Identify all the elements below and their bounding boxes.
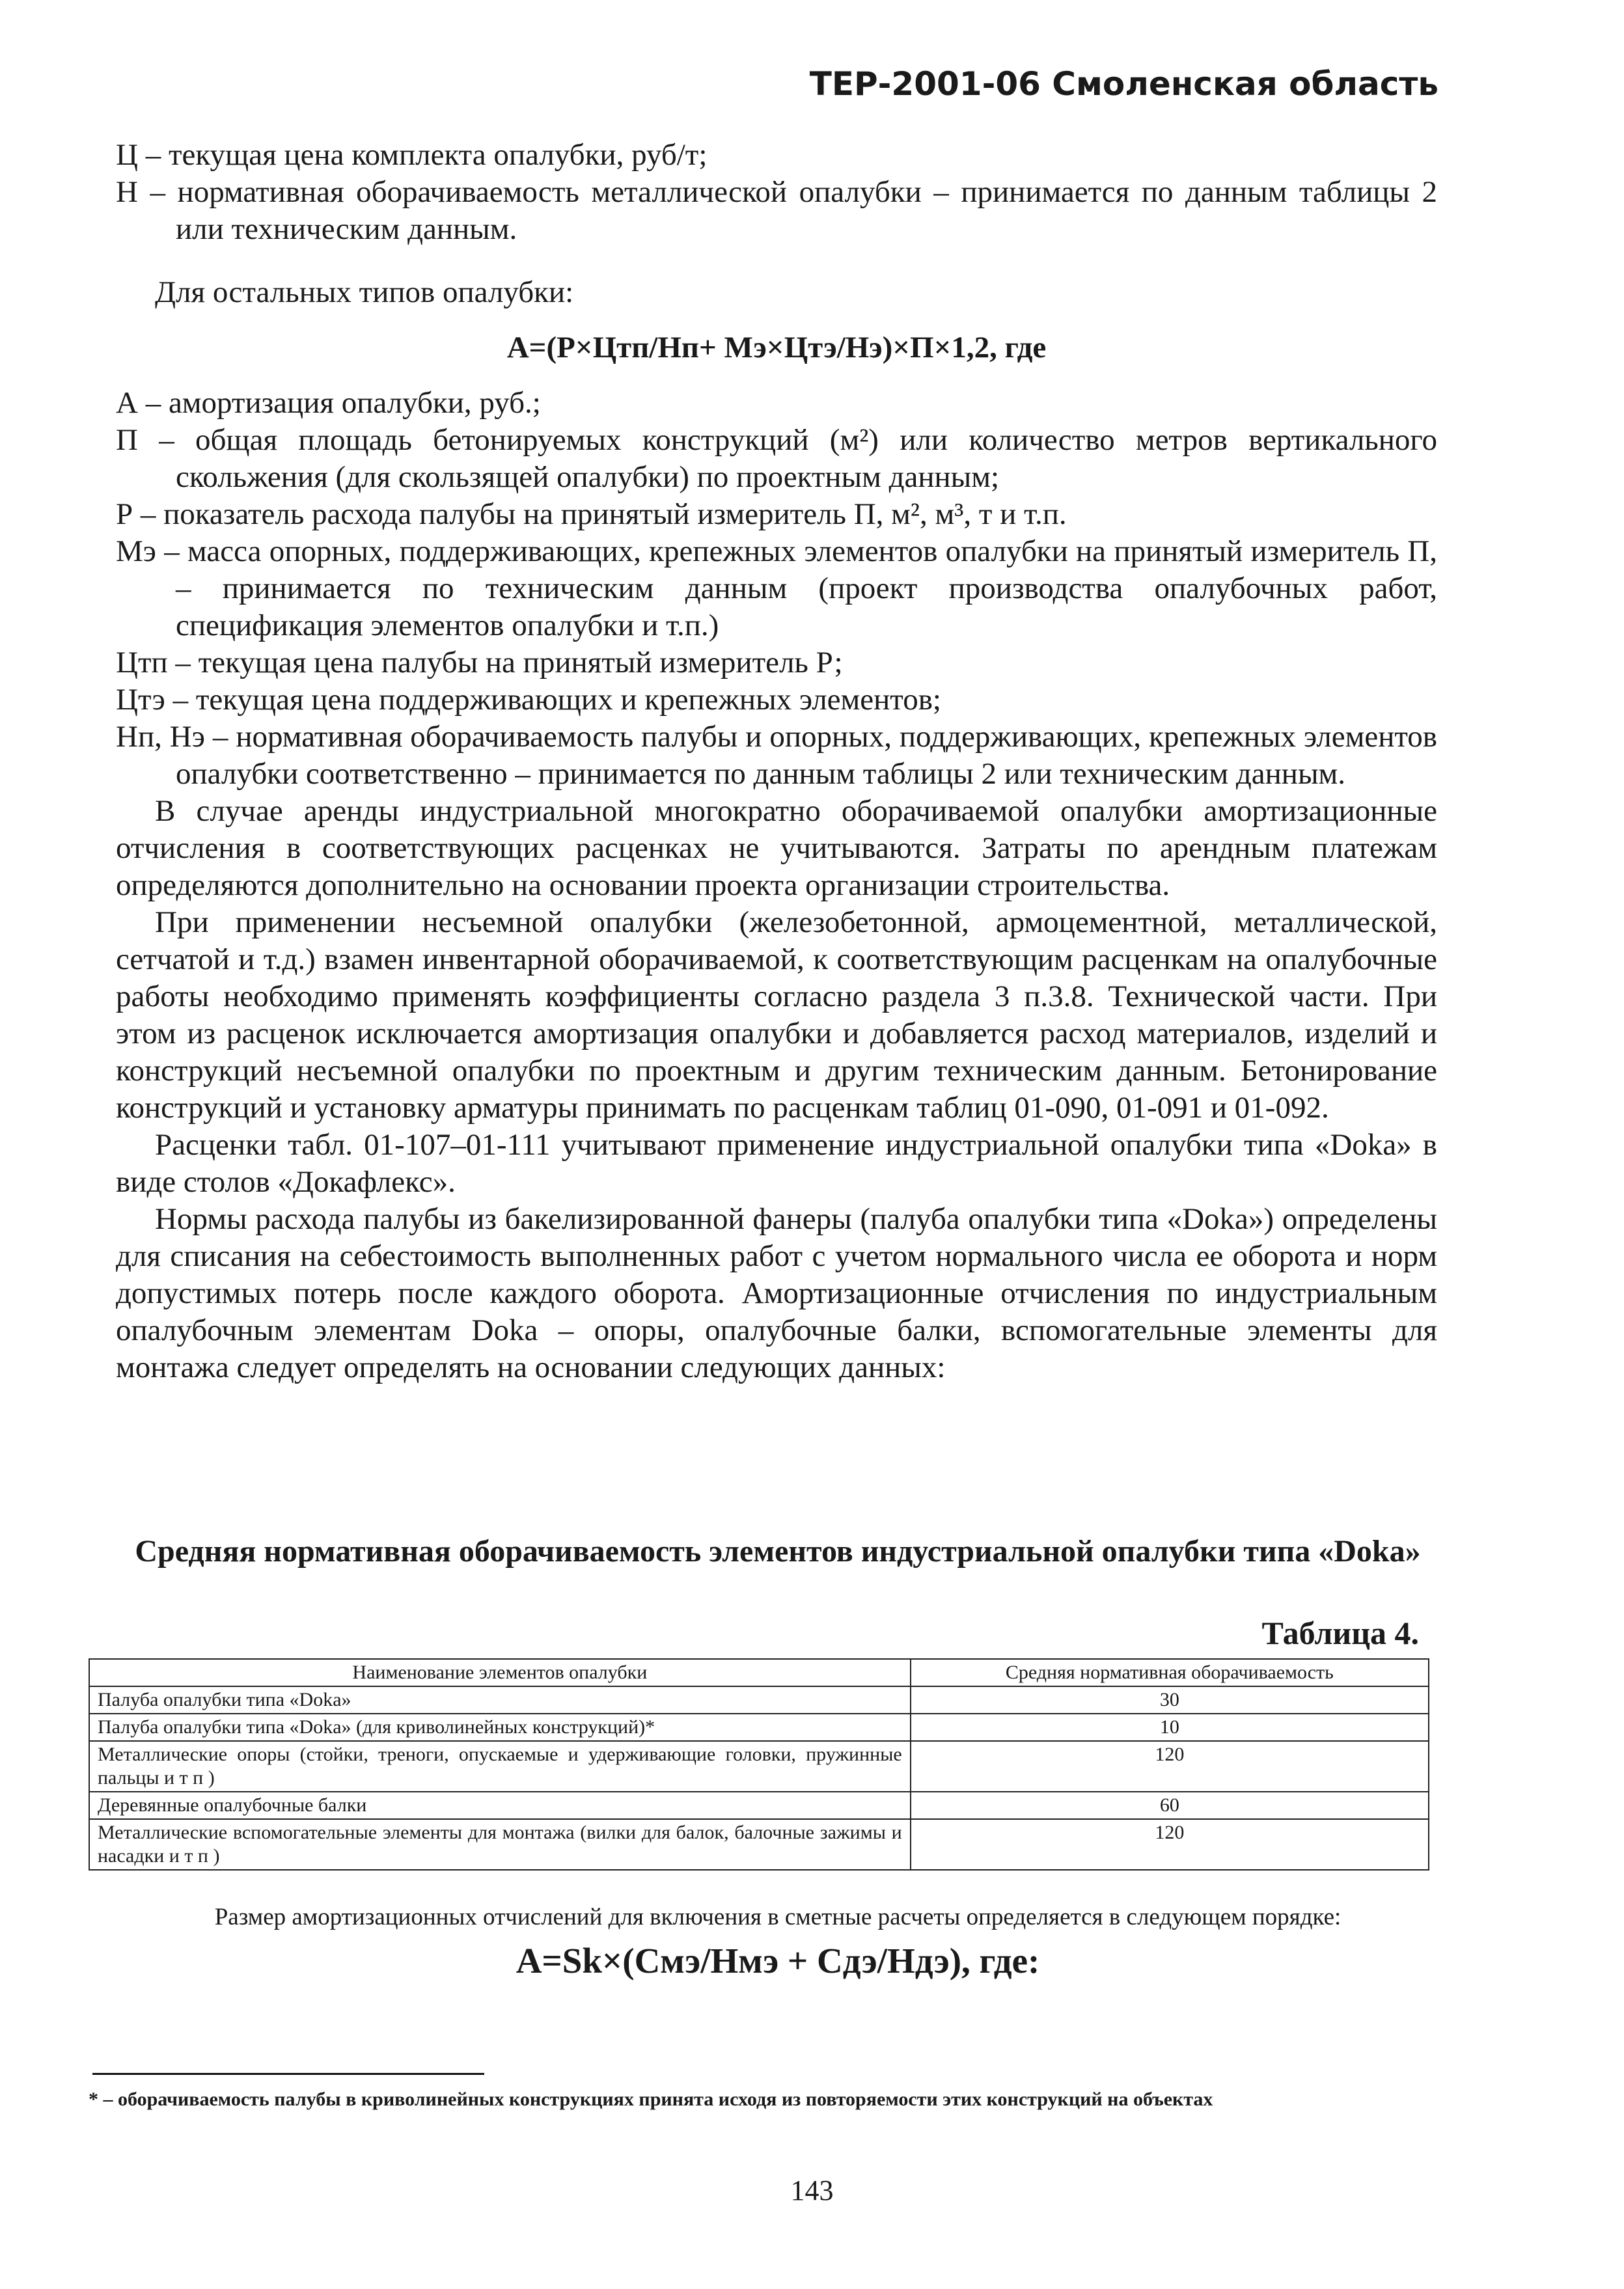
definition-item: Р – показатель расхода палубы на принятый измеритель П, м², м³, т и т.п. bbox=[116, 497, 1067, 531]
definition-item: Цтэ – текущая цена поддерживающих и крепежных элементов; bbox=[116, 683, 941, 717]
after-table-note: Размер амортизационных отчислений для включения в сметные расчеты определяется в следующем порядке: bbox=[214, 1904, 1342, 1930]
table-cell-value: 30 bbox=[911, 1686, 1429, 1714]
table-cell-name: Палуба опалубки типа «Doka» bbox=[89, 1686, 911, 1714]
definition-item: Нп, Нэ – нормативная оборачиваемость палубы и опорных, поддерживающих, крепежных элементов опалубки соответственно – принимается по данным таблицы 2 или техническим данным. bbox=[116, 720, 1437, 791]
norms-table bbox=[89, 1658, 1429, 1871]
table-title: Средняя нормативная оборачиваемость элементов индустриальной опалубки типа «Doka» bbox=[135, 1534, 1421, 1569]
column-header: Средняя нормативная оборачиваемость bbox=[911, 1659, 1429, 1686]
definition-item: Мэ – масса опорных, поддерживающих, крепежных элементов опалубки на принятый измеритель П, – принимается по техническим данным (проект производства опалубочных работ, спецификация элементов опалубки и т.п.) bbox=[116, 534, 1437, 642]
page-number: 143 bbox=[790, 2174, 834, 2206]
formula-amortization: А=(Р×Цтп/Нп+ Мэ×Цтэ/Нэ)×П×1,2, где bbox=[506, 331, 1047, 364]
table-cell-name: Металлические вспомогательные элементы для монтажа (вилки для балок, балочные зажимы и насадки и т п ) bbox=[89, 1819, 911, 1870]
footnote: * – оборачиваемость палубы в криволинейных конструкциях принята исходя из повторяемости этих конструкций на объектах bbox=[89, 2089, 1213, 2110]
table-row bbox=[89, 1714, 1429, 1741]
definition-item: Ц – текущая цена комплекта опалубки, руб/т; bbox=[116, 138, 708, 172]
table-row bbox=[89, 1819, 1429, 1870]
running-header: ТЕР-2001-06 Смоленская область bbox=[809, 65, 1438, 103]
table-cell-name: Деревянные опалубочные балки bbox=[89, 1792, 911, 1819]
intro-paragraph: Для остальных типов опалубки: bbox=[155, 275, 574, 309]
table-cell-name: Металлические опоры (стойки, треноги, опускаемые и удерживающие головки, пружинные пальцы и т п ) bbox=[89, 1741, 911, 1792]
paragraph: В случае аренды индустриальной многократно оборачиваемой опалубки амортизационные отчисления в соответствующих расценках не учитываются. Затраты по арендным платежам определяются дополнительно на основании проекта организации строительства. bbox=[116, 794, 1437, 902]
table-cell-name: Палуба опалубки типа «Doka» (для криволинейных конструкций)* bbox=[89, 1714, 911, 1741]
table-cell-value: 120 bbox=[911, 1819, 1429, 1870]
definition-item: А – амортизация опалубки, руб.; bbox=[116, 386, 541, 420]
paragraph: Нормы расхода палубы из бакелизированной фанеры (палуба опалубки типа «Doka») определены для списания на себестоимость выполненных работ с учетом нормального числа ее оборота и норм допустимых потерь после каждого оборота. Амортизационные отчисления по индустриальным опалубочным элементам Doka – опоры, опалубочные балки, вспомогательные элементы для монтажа следует определять на основании следующих данных: bbox=[116, 1202, 1437, 1384]
table-row bbox=[89, 1792, 1429, 1819]
main-text bbox=[116, 137, 1437, 1386]
table-row bbox=[89, 1686, 1429, 1714]
table-cell-value: 120 bbox=[911, 1741, 1429, 1792]
definition-item: П – общая площадь бетонируемых конструкций (м²) или количество метров вертикального скольжения (для скользящей опалубки) по проектным данным; bbox=[116, 423, 1437, 494]
table-header-row bbox=[89, 1659, 1429, 1686]
table-cell-value: 10 bbox=[911, 1714, 1429, 1741]
table-row bbox=[89, 1741, 1429, 1792]
table-number: Таблица 4. bbox=[1261, 1615, 1419, 1651]
definition-item: Цтп – текущая цена палубы на принятый измеритель Р; bbox=[116, 646, 843, 679]
definition-item: Н – нормативная оборачиваемость металлической опалубки – принимается по данным таблицы 2 или техническим данным. bbox=[116, 175, 1437, 246]
paragraph: Расценки табл. 01-107–01-111 учитывают применение индустриальной опалубки типа «Doka» в виде столов «Докафлекс». bbox=[116, 1128, 1437, 1199]
table-cell-value: 60 bbox=[911, 1792, 1429, 1819]
footnote-divider bbox=[92, 2073, 484, 2075]
paragraph: При применении несъемной опалубки (железобетонной, армоцементной, металлической, сетчатой и т.д.) взамен инвентарной оборачиваемой, к соответствующим расценкам на опалубочные работы необходимо применять коэффициенты согласно раздела 3 п.3.8. Технической части. При этом из расценок исключается амортизация опалубки и добавляется расход материалов, изделий и конструкций несъемной опалубки по проектным и другим техническим данным. Бетонирование конструкций и установку арматуры принимать по расценкам таблиц 01-090, 01-091 и 01-092. bbox=[116, 905, 1437, 1125]
formula-rental: А=Sk×(Смэ/Нмэ + Сдэ/Ндэ), где: bbox=[516, 1941, 1040, 1981]
column-header: Наименование элементов опалубки bbox=[89, 1659, 911, 1686]
